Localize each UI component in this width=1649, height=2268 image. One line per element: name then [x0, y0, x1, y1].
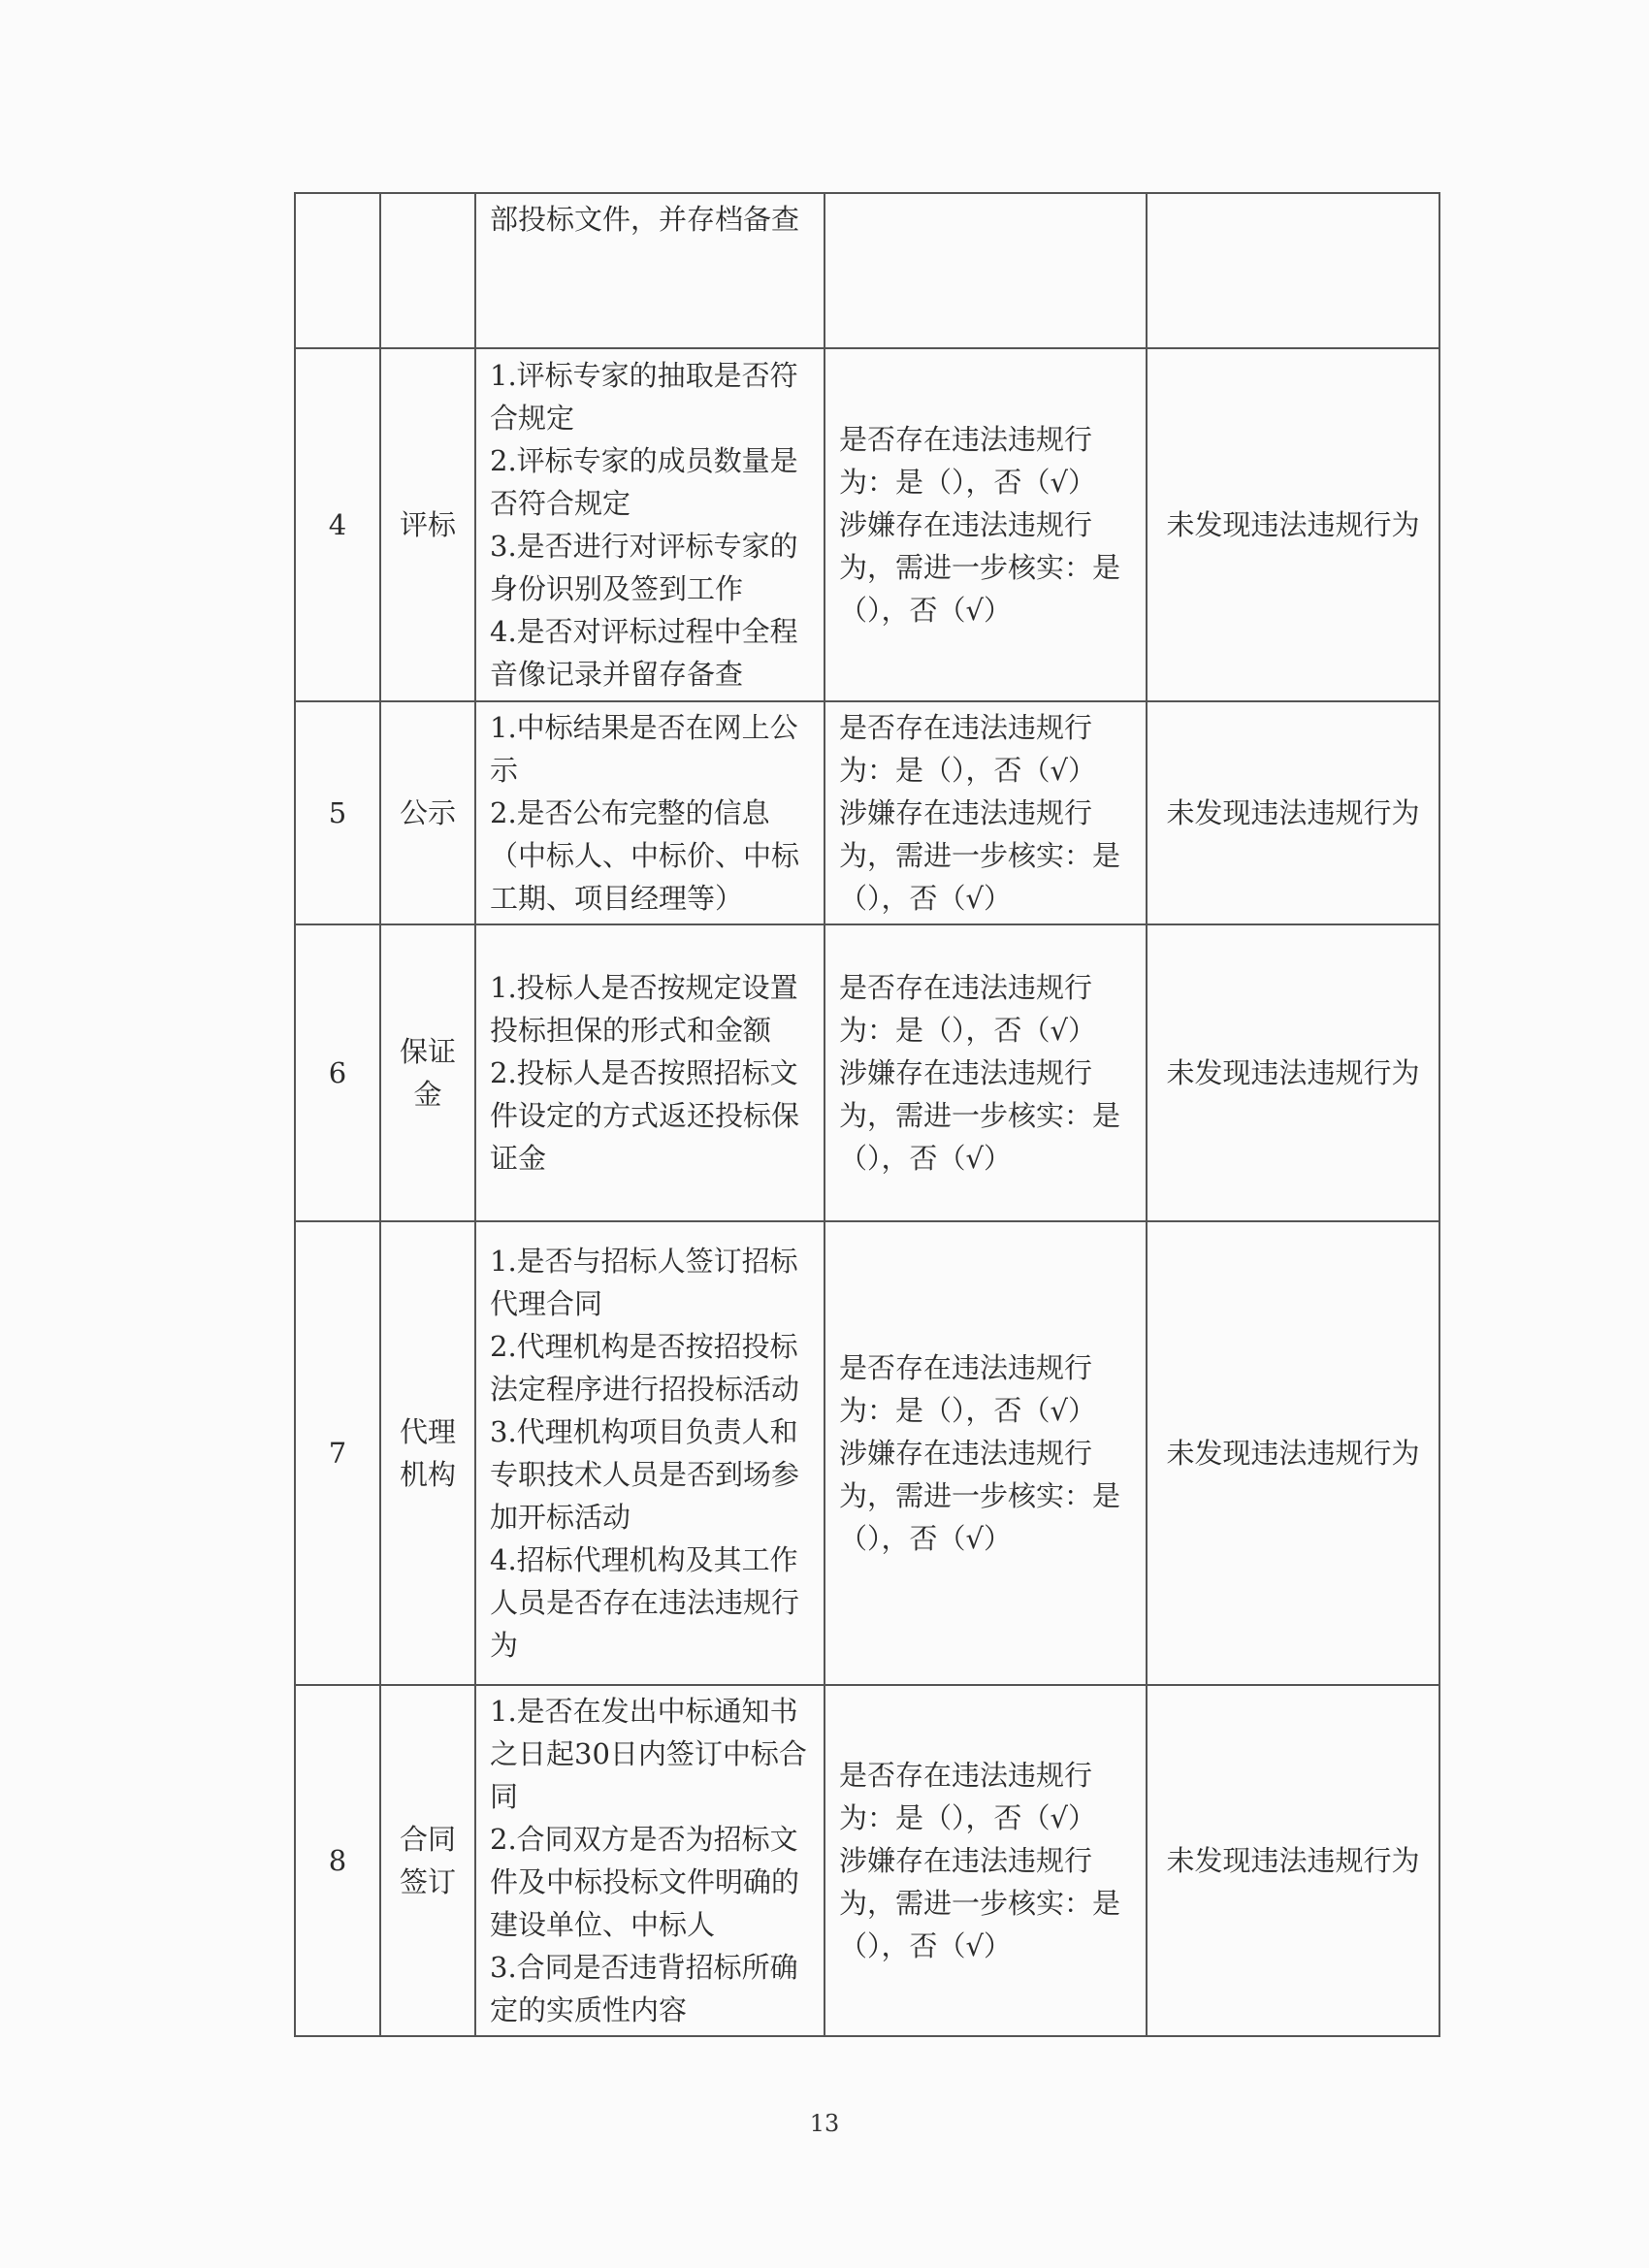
suspected-violation-check: 涉嫌存在违法违规行为，需进一步核实：是（），否（√） — [839, 1437, 1121, 1555]
row-number — [295, 193, 380, 348]
check-items — [475, 193, 824, 348]
check-item: 2.投标人是否按照招标文件设定的方式返还投标保证金 — [490, 1056, 800, 1175]
check-result-cell — [824, 701, 1147, 924]
conclusion-cell — [1147, 193, 1439, 348]
check-item: 1.中标结果是否在网上公示 — [490, 711, 798, 787]
suspected-violation-check: 涉嫌存在违法违规行为，需进一步核实：是（），否（√） — [839, 1844, 1121, 1962]
conclusion-cell: 未发现违法违规行为 — [1147, 701, 1439, 924]
check-item: 1.是否与招标人签订招标代理合同 — [490, 1245, 798, 1320]
table-body — [295, 193, 1439, 2036]
check-items — [475, 924, 824, 1221]
table-row — [295, 1685, 1439, 2036]
violation-check: 是否存在违法违规行为：是（），否（√） — [839, 711, 1096, 787]
check-item: 3.代理机构项目负责人和专职技术人员是否到场参加开标活动 — [490, 1415, 800, 1534]
suspected-violation-check: 涉嫌存在违法违规行为，需进一步核实：是（），否（√） — [839, 1056, 1121, 1175]
conclusion-cell: 未发现违法违规行为 — [1147, 1221, 1439, 1685]
check-items — [475, 348, 824, 701]
violation-check: 是否存在违法违规行为：是（），否（√） — [839, 423, 1096, 499]
check-result-cell — [824, 1221, 1147, 1685]
table-row — [295, 193, 1439, 348]
row-category: 合同签订 — [380, 1685, 475, 2036]
row-number: 8 — [295, 1685, 380, 2036]
table-row — [295, 701, 1439, 924]
check-items — [475, 1221, 824, 1685]
row-number: 4 — [295, 348, 380, 701]
check-result-cell — [824, 1685, 1147, 2036]
check-items — [475, 701, 824, 924]
check-item: 1.投标人是否按规定设置投标担保的形式和金额 — [490, 971, 798, 1047]
supervision-check-table — [294, 192, 1440, 2037]
check-item: 2.代理机构是否按招投标法定程序进行招投标活动 — [490, 1330, 800, 1406]
check-result-cell — [824, 193, 1147, 348]
check-item: 4.招标代理机构及其工作人员是否存在违法违规行为 — [490, 1543, 800, 1662]
check-result-cell — [824, 924, 1147, 1221]
page-number: 13 — [809, 2110, 840, 2137]
check-item: 1.评标专家的抽取是否符合规定 — [490, 359, 798, 435]
check-item: 部投标文件，并存档备查 — [490, 203, 800, 236]
check-items — [475, 1685, 824, 2036]
conclusion-cell: 未发现违法违规行为 — [1147, 348, 1439, 701]
violation-check: 是否存在违法违规行为：是（），否（√） — [839, 1759, 1096, 1834]
suspected-violation-check: 涉嫌存在违法违规行为，需进一步核实：是（），否（√） — [839, 508, 1121, 627]
violation-check: 是否存在违法违规行为：是（），否（√） — [839, 971, 1096, 1047]
conclusion-cell: 未发现违法违规行为 — [1147, 924, 1439, 1221]
table-row — [295, 924, 1439, 1221]
row-number: 7 — [295, 1221, 380, 1685]
row-category — [380, 193, 475, 348]
table-row — [295, 348, 1439, 701]
check-item: 3.是否进行对评标专家的身份识别及签到工作 — [490, 530, 798, 605]
check-result-cell — [824, 348, 1147, 701]
table-row — [295, 1221, 1439, 1685]
row-category: 公示 — [380, 701, 475, 924]
check-item: 2.评标专家的成员数量是否符合规定 — [490, 444, 798, 520]
row-category: 代理机构 — [380, 1221, 475, 1685]
row-category: 评标 — [380, 348, 475, 701]
check-item: 3.合同是否违背招标所确定的实质性内容 — [490, 1951, 798, 2026]
conclusion-cell: 未发现违法违规行为 — [1147, 1685, 1439, 2036]
check-item: 4.是否对评标过程中全程音像记录并留存备查 — [490, 615, 798, 691]
suspected-violation-check: 涉嫌存在违法违规行为，需进一步核实：是（），否（√） — [839, 796, 1121, 915]
row-category: 保证金 — [380, 924, 475, 1221]
row-number: 5 — [295, 701, 380, 924]
check-item: 2.合同双方是否为招标文件及中标投标文件明确的建设单位、中标人 — [490, 1823, 800, 1941]
check-item: 1.是否在发出中标通知书之日起30日内签订中标合同 — [490, 1695, 807, 1813]
check-item: 2.是否公布完整的信息（中标人、中标价、中标工期、项目经理等） — [490, 796, 800, 915]
violation-check: 是否存在违法违规行为：是（），否（√） — [839, 1351, 1096, 1427]
row-number: 6 — [295, 924, 380, 1221]
